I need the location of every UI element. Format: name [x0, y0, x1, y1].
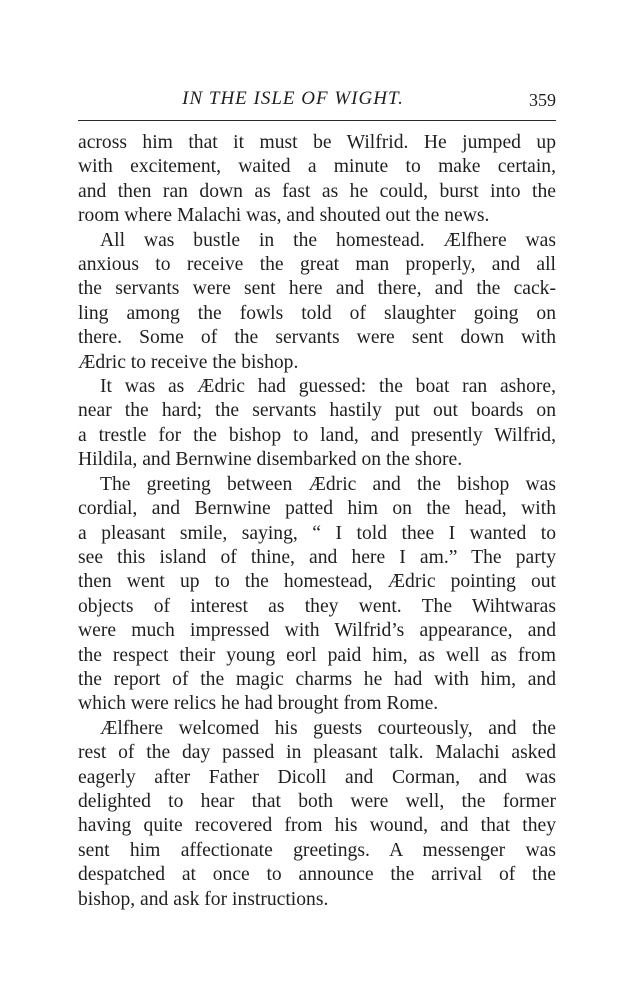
text-line: delighted to hear that both were well, the former [78, 790, 556, 812]
text-line: Hildila, and Bernwine disembarked on the shore. [78, 449, 463, 471]
text-line: the servants were sent here and there, and the cack- [78, 278, 556, 300]
text-line: a pleasant smile, saying, “ I told thee I wanted to [78, 522, 556, 544]
text-line: with excitement, waited a minute to make certain, [78, 156, 556, 178]
text-line: across him that it must be Wilfrid. He jumped up [78, 132, 556, 153]
text-line: bishop, and ask for instructions. [78, 888, 329, 910]
page-number: 359 [529, 90, 556, 110]
text-line: the respect their young eorl paid him, as well as from [78, 644, 556, 666]
text-line: and then ran down as fast as he could, burst into the [78, 180, 556, 202]
paragraph [78, 717, 556, 912]
paragraph [78, 375, 556, 473]
text-line: having quite recovered from his wound, and that they [78, 815, 556, 837]
text-line: sent him affectionate greetings. A messenger was [78, 839, 556, 861]
text-line: anxious to receive the great man properly, and all [78, 254, 556, 276]
text-line: near the hard; the servants hastily put out boards on [78, 400, 556, 422]
paragraph [78, 473, 556, 717]
running-head [78, 88, 556, 116]
text-line: despatched at once to announce the arrival of the [78, 864, 556, 886]
text-line: cordial, and Bernwine patted him on the head, with [78, 498, 556, 520]
text-line: All was bustle in the homestead. Ælfhere was [100, 229, 556, 251]
text-line: Ædric to receive the bishop. [78, 351, 299, 373]
text-line: were much impressed with Wilfrid’s appearance, and [78, 620, 556, 642]
paragraph [78, 229, 556, 375]
text-line: the report of the magic charms he had with him, and [78, 668, 556, 690]
text-line: a trestle for the bishop to land, and presently Wilfrid, [78, 424, 556, 446]
text-line: objects of interest as they went. The Wihtwaras [78, 595, 556, 617]
paragraph [78, 131, 556, 229]
text-line: which were relics he had brought from Rome. [78, 693, 439, 715]
text-line: It was as Ædric had guessed: the boat ran ashore, [100, 376, 556, 398]
text-line: ling among the fowls told of slaughter going on [78, 302, 556, 324]
body-text [78, 131, 556, 912]
text-line: eagerly after Father Dicoll and Corman, and was [78, 766, 556, 788]
text-line: The greeting between Ædric and the bishop was [100, 473, 556, 495]
text-line: Ælfhere welcomed his guests courteously, and the [100, 717, 556, 739]
running-title: IN THE ISLE OF WIGHT. [182, 88, 404, 109]
text-line: rest of the day passed in pleasant talk. Malachi asked [78, 742, 556, 764]
text-line: then went up to the homestead, Ædric pointing out [78, 571, 556, 593]
text-line: see this island of thine, and here I am.” The party [78, 546, 556, 568]
text-line: room where Malachi was, and shouted out the news. [78, 205, 490, 227]
text-line: there. Some of the servants were sent down with [78, 327, 556, 349]
header-rule [78, 120, 556, 121]
